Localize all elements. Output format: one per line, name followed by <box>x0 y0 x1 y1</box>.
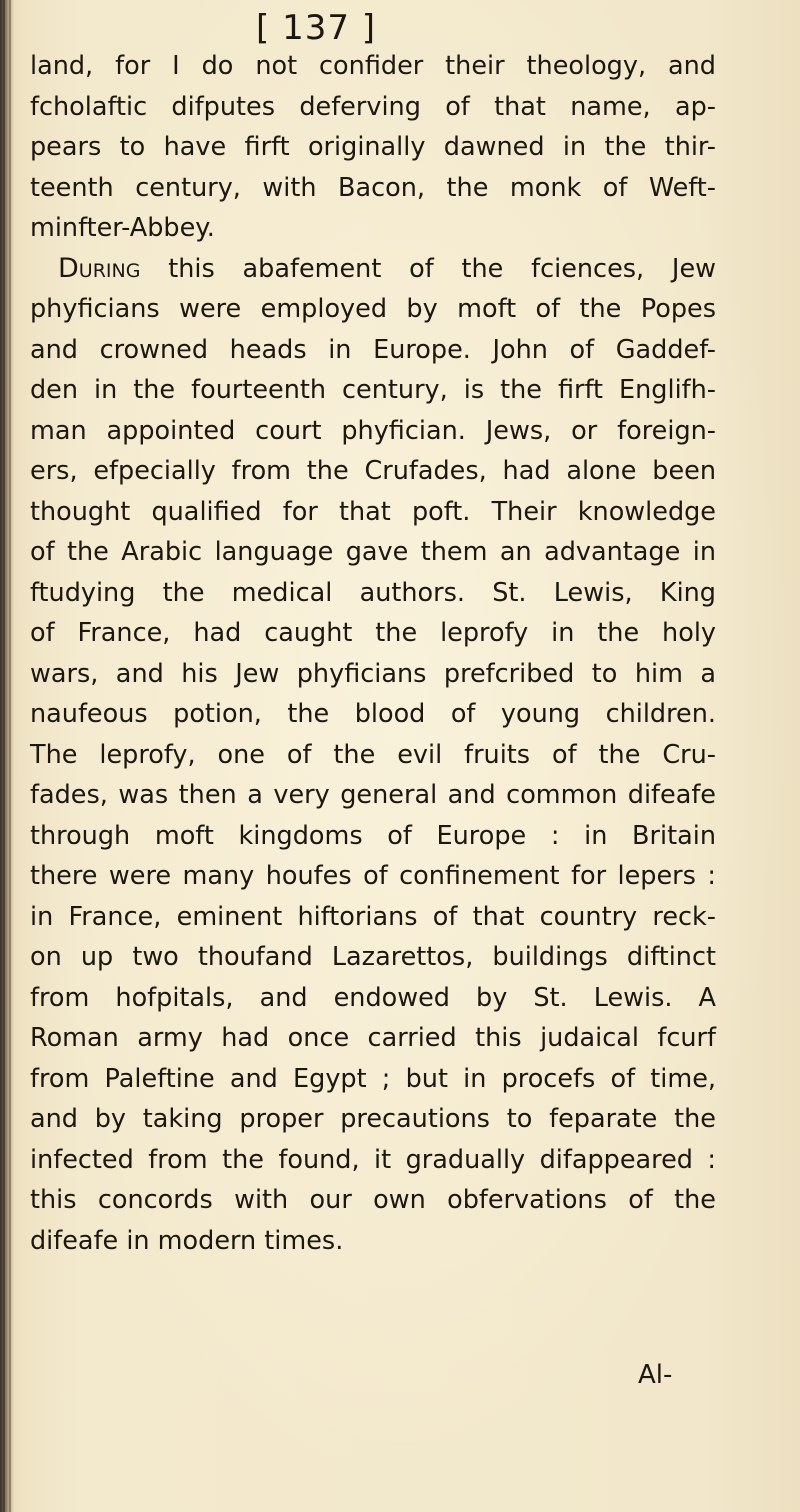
line-text: wars, and his Jew phyficians prefcribed to him a <box>30 658 716 689</box>
line-text: from hofpitals, and endowed by St. Lewis. A <box>30 982 716 1013</box>
line-text: Roman army had once carried this judaical fcurf <box>30 1023 716 1053</box>
line-text: den in the fourteenth century, is the firft Englifh- <box>30 375 716 405</box>
text-line <box>30 330 716 371</box>
line-text: there were many houfes of confinement for lepers : <box>30 861 716 891</box>
text-line <box>30 1099 716 1140</box>
line-text: minfter-Abbey. <box>30 213 215 243</box>
line-text: thought qualified for that poft. Their knowledge <box>30 496 716 527</box>
line-text: ers, efpecially from the Crufades, had alone been <box>30 456 716 486</box>
line-text: naufeous potion, the blood of young children. <box>30 699 716 729</box>
text-line <box>30 1059 716 1100</box>
text-line <box>30 978 716 1019</box>
text-line <box>30 735 716 776</box>
text-line <box>30 1018 716 1059</box>
text-line <box>30 1221 716 1262</box>
line-text: and crowned heads in Europe. John of Gaddef- <box>30 334 716 365</box>
text-line <box>30 168 716 209</box>
text-line <box>30 573 716 614</box>
line-text: on up two thoufand Lazarettos, buildings diftinct <box>30 942 716 972</box>
line-text: man appointed court phyfician. Jews, or foreign- <box>30 415 716 446</box>
text-line <box>30 532 716 573</box>
binding-line <box>9 0 11 1512</box>
text-line <box>30 208 716 249</box>
text-line <box>30 613 716 654</box>
line-text: this concords with our own obfervations of the <box>30 1185 716 1215</box>
text-line <box>30 411 716 452</box>
line-text: fcholaftic difputes deferving of that name, ap- <box>30 91 716 122</box>
line-text: The leprofy, one of the evil fruits of the Cru- <box>30 739 716 770</box>
text-line <box>30 1180 716 1221</box>
text-line <box>30 654 716 695</box>
body-text <box>30 46 716 1261</box>
page-number-header: [ 137 ] <box>256 8 377 48</box>
line-text: fades, was then a very general and common difeafe <box>30 780 716 810</box>
line-text: in France, eminent hiftorians of that country reck- <box>30 901 716 932</box>
binding-line <box>3 0 5 1512</box>
line-text: of France, had caught the leprofy in the holy <box>30 618 716 648</box>
text-line <box>30 694 716 735</box>
text-line <box>30 289 716 330</box>
text-line <box>30 451 716 492</box>
line-text: phyficians were employed by moft of the Popes <box>30 294 716 324</box>
text-line <box>30 492 716 533</box>
small-caps-lead-word: During <box>58 252 141 284</box>
text-line <box>30 87 716 128</box>
line-text: this abafement of the fciences, Jew <box>140 253 716 284</box>
catchword: Al- <box>638 1360 673 1390</box>
text-line <box>30 1140 716 1181</box>
line-text: infected from the found, it gradually difappeared : <box>30 1144 716 1175</box>
text-line <box>30 937 716 978</box>
text-line <box>30 127 716 168</box>
line-text: from Paleftine and Egypt ; but in procefs of time, <box>30 1063 716 1094</box>
line-text: teenth century, with Bacon, the monk of Weft- <box>30 172 716 203</box>
text-line <box>30 897 716 938</box>
line-text: through moft kingdoms of Europe : in Britain <box>30 820 716 851</box>
text-line <box>30 775 716 816</box>
paragraph-start-line <box>30 249 716 290</box>
text-line <box>30 816 716 857</box>
line-text: pears to have firft originally dawned in the thir- <box>30 132 716 162</box>
line-text: difeafe in modern times. <box>30 1225 344 1256</box>
line-text: land, for I do not confider their theology, and <box>30 51 716 81</box>
line-text: of the Arabic language gave them an advantage in <box>30 537 716 567</box>
text-line <box>30 46 716 87</box>
text-line <box>30 370 716 411</box>
line-text: and by taking proper precautions to feparate the <box>30 1104 716 1134</box>
text-line <box>30 856 716 897</box>
line-text: ftudying the medical authors. St. Lewis, King <box>30 577 716 608</box>
